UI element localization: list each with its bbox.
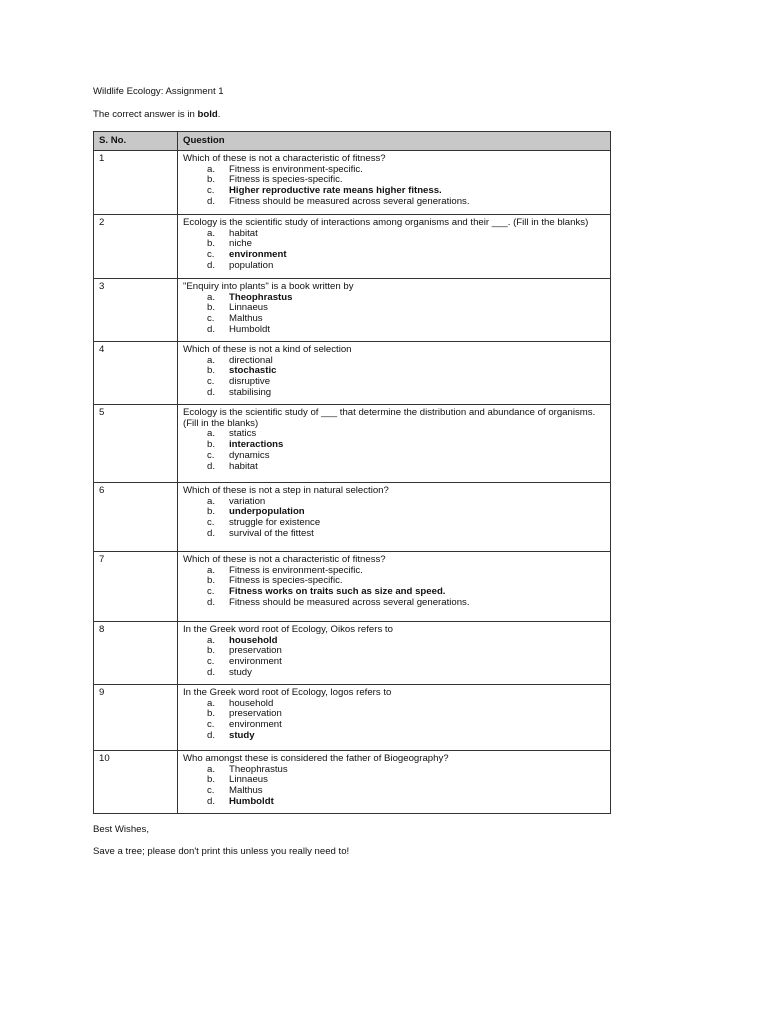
option-text: Fitness is species-specific.: [229, 575, 343, 587]
option-text: disruptive: [229, 376, 271, 388]
option-letter: a.: [207, 564, 216, 576]
option-text: directional: [229, 354, 273, 366]
option-text: environment: [229, 719, 282, 731]
option-text: Fitness is environment-specific.: [229, 564, 363, 576]
question-number: 4: [94, 342, 178, 405]
option-letter: b.: [207, 302, 216, 314]
question-cell: [178, 151, 611, 215]
option-letter: b.: [207, 238, 216, 250]
correct-option-text: interactions: [229, 439, 284, 451]
option-letter: d.: [207, 527, 216, 539]
option-letter: c.: [207, 249, 215, 261]
option-text: environment: [229, 656, 282, 668]
option-letter: c.: [207, 449, 215, 461]
option-text: statics: [229, 428, 257, 440]
option-text: Humboldt: [229, 323, 271, 335]
question-cell: [178, 751, 611, 814]
option-text: study: [229, 666, 252, 678]
table-body: [94, 151, 611, 814]
questions-table: [93, 131, 611, 814]
question-text: In the Greek word root of Ecology, logos refers to: [183, 687, 392, 698]
option-letter: d.: [207, 666, 216, 678]
answer-option: [183, 462, 605, 473]
option-letter: a.: [207, 495, 216, 507]
option-letter: b.: [207, 506, 216, 518]
option-letter: b.: [207, 174, 216, 186]
option-letter: c.: [207, 719, 215, 731]
table-row: [94, 342, 611, 405]
closing-line: Best Wishes,: [93, 824, 149, 835]
option-text: habitat: [229, 227, 258, 239]
option-text: Linnaeus: [229, 302, 268, 314]
table-row: [94, 151, 611, 215]
option-letter: d.: [207, 596, 216, 608]
question-number: 8: [94, 622, 178, 685]
note-prefix: The correct answer is in: [93, 109, 198, 120]
option-text: preservation: [229, 708, 282, 720]
option-text: variation: [229, 495, 266, 507]
option-letter: a.: [207, 227, 216, 239]
option-text: household: [229, 697, 274, 709]
option-letter: a.: [207, 763, 216, 775]
option-letter: d.: [207, 795, 216, 807]
option-letter: c.: [207, 376, 215, 388]
option-letter: c.: [207, 785, 215, 797]
correct-option-text: Fitness works on traits such as size and speed.: [229, 586, 446, 598]
option-letter: c.: [207, 656, 215, 668]
option-letter: d.: [207, 729, 216, 741]
correct-option-text: household: [229, 634, 278, 646]
option-letter: a.: [207, 291, 216, 303]
option-text: niche: [229, 238, 252, 250]
question-cell: [178, 279, 611, 342]
question-text: Which of these is not a characteristic of fitness?: [183, 153, 386, 164]
question-cell: [178, 405, 611, 483]
question-text: Which of these is not a kind of selection: [183, 344, 352, 355]
answer-option: [183, 529, 605, 540]
option-text: dynamics: [229, 449, 270, 461]
header-question: Question: [178, 132, 611, 151]
answer-option: [183, 668, 605, 679]
option-letter: b.: [207, 365, 216, 377]
answer-option: [183, 797, 605, 808]
option-text: preservation: [229, 645, 282, 657]
question-number: 2: [94, 215, 178, 279]
correct-option-text: study: [229, 729, 255, 741]
question-number: 10: [94, 751, 178, 814]
table-header-row: [94, 132, 611, 151]
option-text: struggle for existence: [229, 517, 321, 529]
option-letter: c.: [207, 517, 215, 529]
answer-option: [183, 451, 605, 462]
option-letter: d.: [207, 259, 216, 271]
option-letter: d.: [207, 386, 216, 398]
header-serial-number: S. No.: [94, 132, 178, 151]
option-text: stabilising: [229, 386, 272, 398]
option-letter: d.: [207, 460, 216, 472]
question-cell: [178, 215, 611, 279]
option-letter: b.: [207, 774, 216, 786]
question-cell: [178, 622, 611, 685]
answer-option: [183, 598, 605, 609]
option-letter: c.: [207, 586, 215, 598]
answer-option: [183, 731, 605, 742]
question-number: 5: [94, 405, 178, 483]
table-row: [94, 552, 611, 622]
correct-option-text: underpopulation: [229, 506, 305, 518]
option-letter: c.: [207, 313, 215, 325]
table-row: [94, 685, 611, 751]
table-row: [94, 622, 611, 685]
table-row: [94, 279, 611, 342]
question-number: 9: [94, 685, 178, 751]
table-row: [94, 215, 611, 279]
question-cell: [178, 552, 611, 622]
option-letter: a.: [207, 697, 216, 709]
option-letter: a.: [207, 163, 216, 175]
option-text: Theophrastus: [229, 763, 288, 775]
option-letter: a.: [207, 634, 216, 646]
correct-option-text: stochastic: [229, 365, 277, 377]
option-letter: b.: [207, 645, 216, 657]
note-suffix: .: [217, 109, 221, 120]
option-text: Fitness is species-specific.: [229, 174, 343, 186]
option-letter: d.: [207, 323, 216, 335]
option-text: Malthus: [229, 785, 263, 797]
question-text: Which of these is not a step in natural selection?: [183, 485, 389, 496]
option-text: Linnaeus: [229, 774, 268, 786]
correct-option-text: Humboldt: [229, 795, 274, 807]
note-bold-word: bold: [197, 109, 218, 120]
option-letter: b.: [207, 708, 216, 720]
answer-option: [183, 325, 605, 336]
question-number: 1: [94, 151, 178, 215]
table-row: [94, 405, 611, 483]
question-text: Which of these is not a characteristic of fitness?: [183, 554, 386, 565]
option-letter: b.: [207, 575, 216, 587]
correct-option-text: Higher reproductive rate means higher fitness.: [229, 185, 442, 197]
question-number: 6: [94, 483, 178, 552]
question-cell: [178, 685, 611, 751]
option-letter: c.: [207, 185, 215, 197]
answer-option: [183, 388, 605, 399]
question-text: "Enquiry into plants" is a book written by: [183, 281, 354, 292]
answer-option: [183, 261, 605, 272]
question-number: 3: [94, 279, 178, 342]
question-text: Ecology is the scientific study of ___ that determine the distribution and abundance of organisms. (Fill in the blanks): [183, 407, 596, 429]
option-text: habitat: [229, 460, 258, 472]
option-text: survival of the fittest: [229, 527, 314, 539]
question-cell: [178, 342, 611, 405]
answer-option: [183, 197, 605, 208]
table-row: [94, 751, 611, 814]
question-number: 7: [94, 552, 178, 622]
option-text: Fitness should be measured across several generations.: [229, 195, 470, 207]
correct-option-text: environment: [229, 249, 287, 261]
question-text: Ecology is the scientific study of interactions among organisms and their ___. (Fill in the blanks): [183, 217, 589, 228]
question-text: Who amongst these is considered the father of Biogeography?: [183, 753, 449, 764]
table-row: [94, 483, 611, 552]
answer-key-note: [93, 110, 220, 121]
option-text: Malthus: [229, 313, 263, 325]
question-text: In the Greek word root of Ecology, Oikos refers to: [183, 624, 393, 635]
option-text: Fitness is environment-specific.: [229, 163, 363, 175]
option-letter: b.: [207, 439, 216, 451]
save-tree-note: Save a tree; please don't print this unless you really need to!: [93, 846, 350, 857]
option-text: population: [229, 259, 274, 271]
document-title: Wildlife Ecology: Assignment 1: [93, 86, 224, 97]
option-text: Fitness should be measured across several generations.: [229, 596, 470, 608]
correct-option-text: Theophrastus: [229, 291, 293, 303]
option-letter: a.: [207, 428, 216, 440]
question-cell: [178, 483, 611, 552]
option-letter: a.: [207, 354, 216, 366]
option-letter: d.: [207, 195, 216, 207]
